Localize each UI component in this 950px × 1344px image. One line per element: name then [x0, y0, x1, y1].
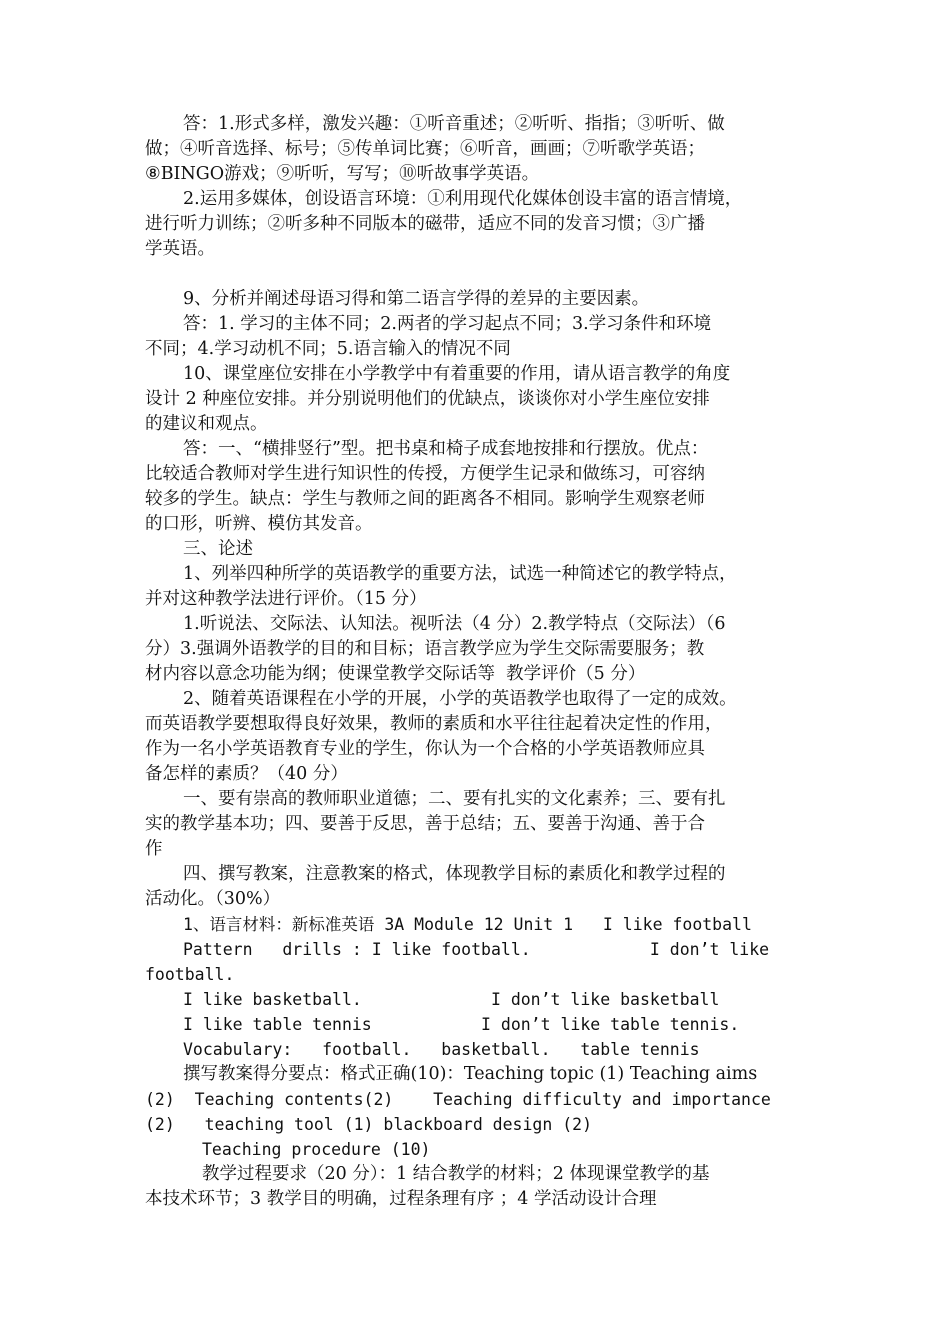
- question-9: 9、分析并阐述母语习得和第二语言学得的差异的主要因素。: [183, 289, 650, 309]
- text-line: 作: [145, 839, 163, 859]
- text-line: 活动化。（30%）: [145, 889, 281, 909]
- text-line: 2.运用多媒体，创设语言环境：①利用现代化媒体创设丰富的语言情境，: [183, 189, 743, 209]
- question-10: 10、课堂座位安排在小学教学中有着重要的作用，请从语言教学的角度: [183, 364, 731, 384]
- text-line: 而英语教学要想取得良好效果，教师的素质和水平往往起着决定性的作用，: [145, 714, 723, 734]
- text-line: 并对这种教学法进行评价。（15 分）: [145, 589, 427, 609]
- text-line: 1、列举四种所学的英语教学的重要方法，试选一种简述它的教学特点，: [183, 564, 737, 584]
- text-line: (2) teaching tool (1) blackboard design (2): [145, 1115, 593, 1134]
- text-line: Vocabulary: football. basketball. table tennis: [183, 1040, 700, 1059]
- text-line: 2、随着英语课程在小学的开展，小学的英语教学也取得了一定的成效。: [183, 689, 737, 709]
- text-line: I like table tennis I don’t like table tennis.: [183, 1015, 740, 1034]
- text-line: 1、语言材料：新标准英语 3A Module 12 Unit 1 I like football: [183, 915, 752, 934]
- text-line: 作为一名小学英语教育专业的学生，你认为一个合格的小学英语教师应具: [145, 739, 705, 759]
- text-line: ⑧BINGO游戏；⑨听听，写写；⑩听故事学英语。: [145, 164, 540, 184]
- section-heading: 三、论述: [183, 539, 253, 559]
- text-line: 较多的学生。缺点：学生与教师之间的距离各不相同。影响学生观察老师: [145, 489, 705, 509]
- text-line: Pattern drills : I like football. I don’t like: [183, 940, 770, 959]
- blank-line: [145, 262, 807, 287]
- text-line: 答：一、“横排竖行”型。把书桌和椅子成套地按排和行摆放。优点：: [183, 439, 709, 459]
- text-line: 的口形，听辨、模仿其发音。: [145, 514, 373, 534]
- text-line: 1.听说法、交际法、认知法。视听法（4 分）2.教学特点（交际法）（6: [183, 614, 726, 634]
- text-line: 学英语。: [145, 239, 215, 259]
- text-line: 做；④听音选择、标号；⑤传单词比赛；⑥听音，画画；⑦听歌学英语；: [145, 139, 705, 159]
- document-body: [145, 112, 807, 1212]
- section-heading: 四、撰写教案，注意教案的格式，体现教学目标的素质化和教学过程的: [183, 864, 726, 884]
- text-line: I like basketball. I don’t like basketball: [183, 990, 720, 1009]
- text-line: 设计 2 种座位安排。并分别说明他们的优缺点，谈谈你对小学生座位安排: [145, 389, 710, 409]
- text-line: 分）3.强调外语教学的目的和目标；语言教学应为学生交际需要服务；教: [145, 639, 705, 659]
- text-line: 本技术环节；3 教学目的明确，过程条理有序 ；4 学活动设计合理: [145, 1189, 657, 1209]
- text-line: (2) Teaching contents(2) Teaching difficulty and importance: [145, 1090, 771, 1109]
- text-line: 实的教学基本功；四、要善于反思，善于总结；五、要善于沟通、善于合: [145, 814, 705, 834]
- text-line: 比较适合教师对学生进行知识性的传授，方便学生记录和做练习，可容纳: [145, 464, 705, 484]
- text-line: 不同；4.学习动机不同；5.语言输入的情况不同: [145, 339, 511, 359]
- text-line: 教学过程要求（20 分）：1 结合教学的材料；2 体现课堂教学的基: [202, 1164, 710, 1184]
- text-line: 材内容以意念功能为纲；使课堂教学交际话等 教学评价（5 分）: [145, 664, 646, 684]
- text-line: 一、要有崇高的教师职业道德；二、要有扎实的文化素养；三、要有扎: [183, 789, 726, 809]
- text-line: 的建议和观点。: [145, 414, 268, 434]
- text-line: football.: [145, 965, 235, 984]
- text-line: 答：1.形式多样，激发兴趣：①听音重述；②听听、指指；③听听、做: [183, 114, 725, 134]
- text-line: 进行听力训练；②听多种不同版本的磁带，适应不同的发音习惯；③广播: [145, 214, 705, 234]
- text-line: 撰写教案得分要点：格式正确(10)：Teaching topic (1) Teaching aims: [183, 1064, 758, 1084]
- text-line: 备怎样的素质？（40 分）: [145, 764, 348, 784]
- text-line: 答：1. 学习的主体不同；2.两者的学习起点不同；3.学习条件和环境: [183, 314, 712, 334]
- text-line: Teaching procedure (10): [202, 1140, 431, 1159]
